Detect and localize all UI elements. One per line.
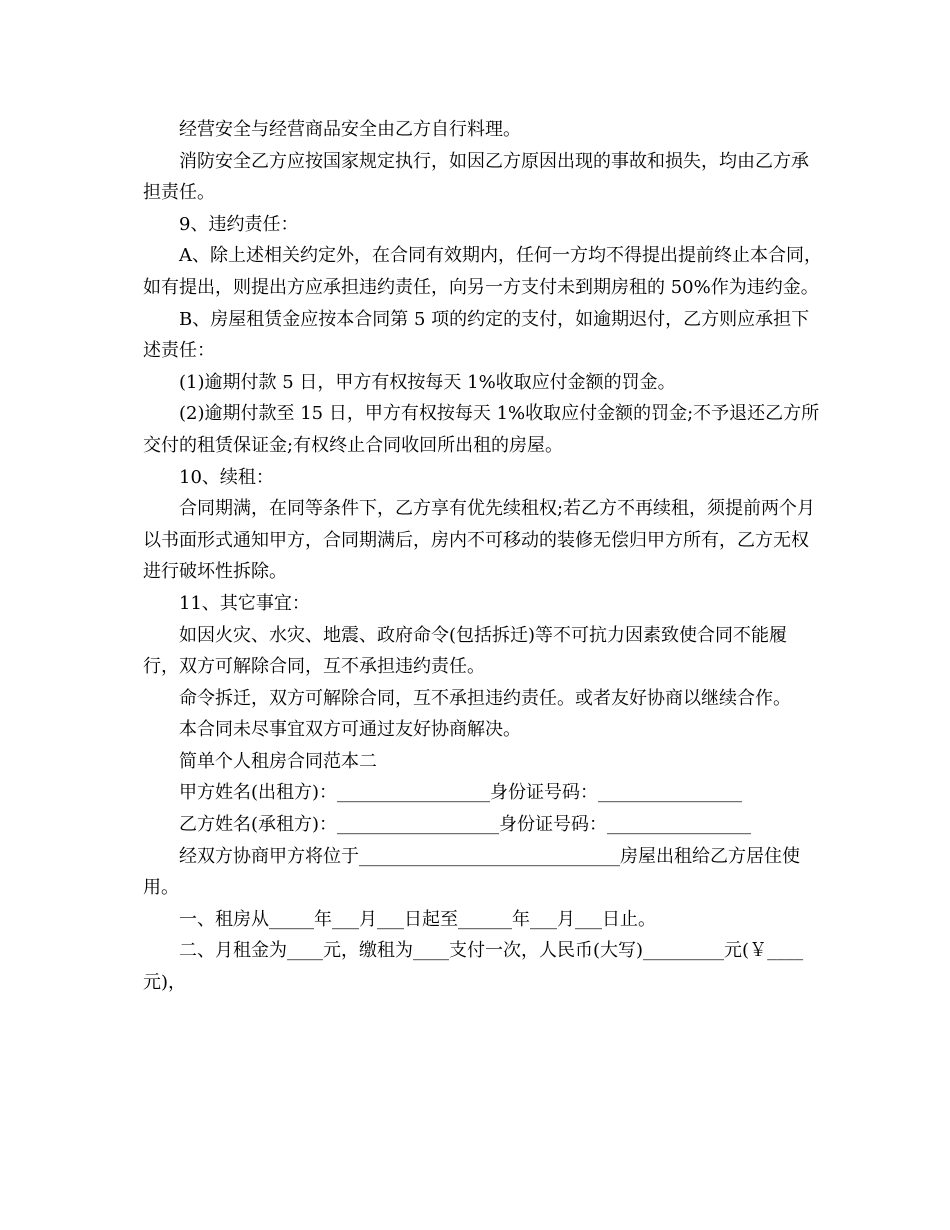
paragraph-renewal-terms: 合同期满，在同等条件下，乙方享有优先续租权;若乙方不再续租，须提前两个月以书面形式通知甲方，合同期满后，房内不可移动的装修无偿归甲方所有，乙方无权进行破坏性拆除。 — [143, 498, 816, 583]
heading-other-matters: 11、其它事宜： — [179, 592, 310, 614]
paragraph-demolition-order: 命令拆迁，双方可解除合同，互不承担违约责任。或者友好协商以继续合作。 — [179, 687, 791, 709]
paragraph-property-location: 经双方协商甲方将位于_____________________________房屋出租给乙方居住使用。 — [143, 845, 800, 899]
heading-renewal: 10、续租： — [179, 466, 274, 488]
paragraph-unresolved-matters: 本合同未尽事宜双方可通过友好协商解决。 — [179, 719, 521, 741]
paragraph-clause-b: B、房屋租赁金应按本合同第 5 项的约定的支付，如逾期迟付，乙方则应承担下述责任： — [143, 308, 810, 362]
field-party-a: 甲方姓名(出租方)：_________________身份证号码：________________ — [179, 782, 743, 804]
paragraph-monthly-rent: 二、月租金为____元，缴租为____支付一次，人民币(大写)_________元(￥____元)， — [143, 940, 804, 994]
paragraph-safety-operations: 经营安全与经营商品安全由乙方自行料理。 — [179, 119, 521, 140]
paragraph-force-majeure: 如因火灾、水灾、地震、政府命令(包括拆迁)等不可抗力因素致使合同不能履行，双方可解除合同，互不承担违约责任。 — [143, 624, 788, 678]
heading-breach-liability: 9、违约责任： — [179, 213, 299, 235]
heading-template-two: 简单个人租房合同范本二 — [179, 750, 377, 772]
paragraph-lease-period: 一、租房从_____年___月___日起至______年___月___日止。 — [179, 908, 656, 930]
paragraph-item-1: (1)逾期付款 5 日，甲方有权按每天 1%收取应付金额的罚金。 — [179, 371, 676, 393]
paragraph-clause-a: A、除上述相关约定外，在合同有效期内，任何一方均不得提出提前终止本合同，如有提出，则提出方应承担违约责任，向另一方支付未到期房租的 50%作为违约金。 — [143, 245, 822, 298]
document-body — [143, 114, 823, 999]
paragraph-fire-safety: 消防安全乙方应按国家规定执行，如因乙方原因出现的事故和损失，均由乙方承担责任。 — [143, 150, 809, 204]
paragraph-item-2: (2)逾期付款至 15 日，甲方有权按每天 1%收取应付金额的罚金;不予退还乙方所交付的租赁保证金;有权终止合同收回所出租的房屋。 — [143, 403, 820, 456]
field-party-b: 乙方姓名(承租方)：__________________身份证号码：________________ — [179, 814, 752, 836]
